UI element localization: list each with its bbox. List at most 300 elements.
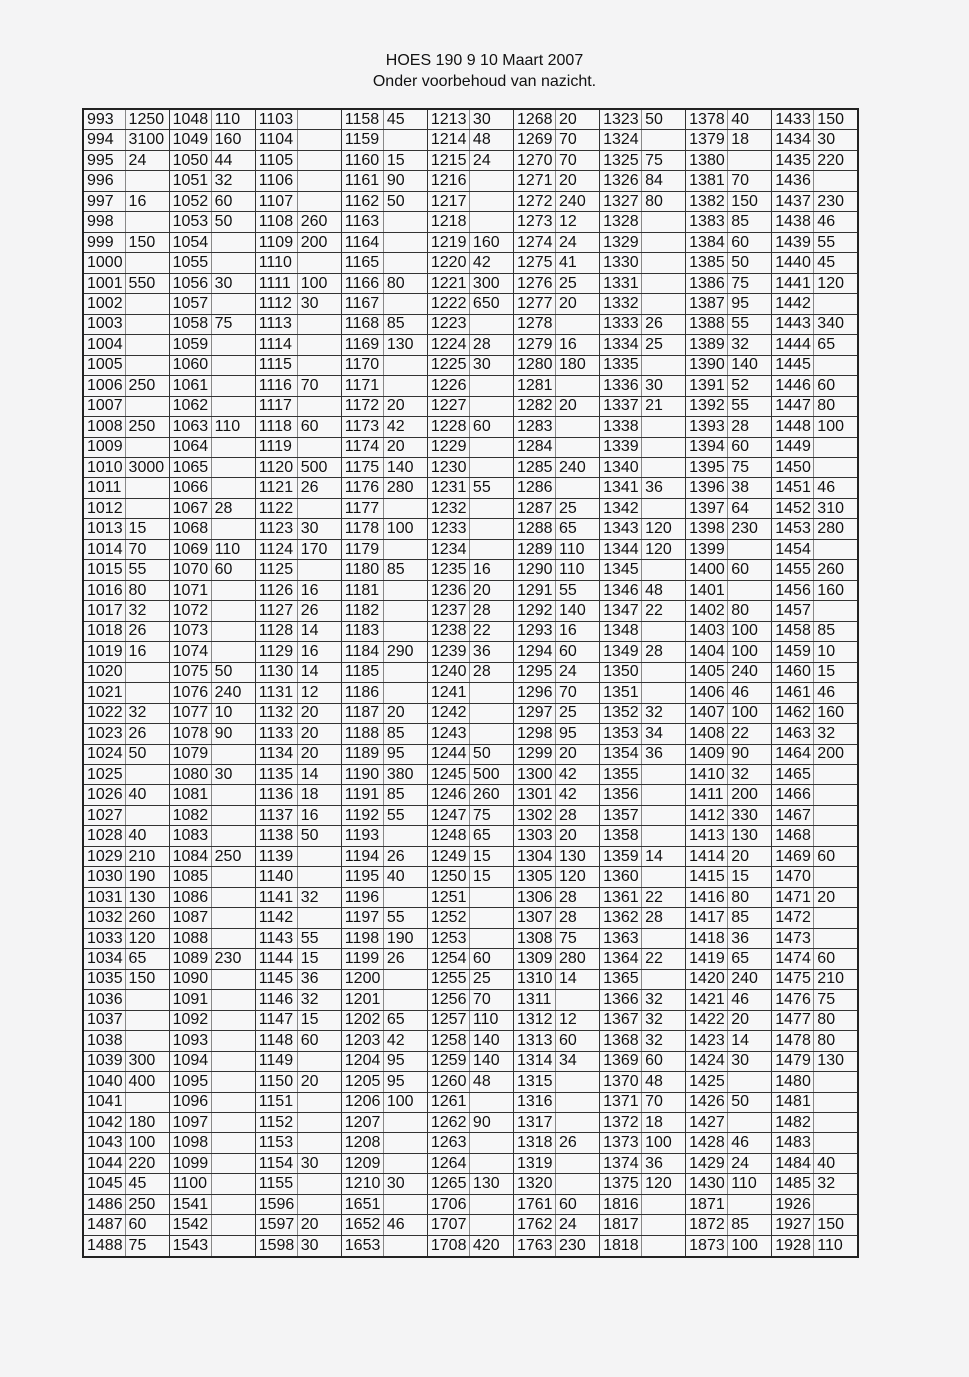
- table-row: [83, 1031, 858, 1051]
- ring-number-cell: 1320: [513, 1174, 555, 1194]
- value-cell: 15: [125, 519, 169, 539]
- ring-number-cell: 1092: [169, 1010, 211, 1030]
- ring-number-cell: 1289: [513, 539, 555, 559]
- ring-number-cell: 1006: [83, 376, 125, 396]
- ring-number-cell: 1002: [83, 294, 125, 314]
- value-cell: [383, 253, 427, 273]
- value-cell: 40: [125, 785, 169, 805]
- value-cell: 64: [728, 498, 772, 518]
- value-cell: 100: [728, 642, 772, 662]
- value-cell: 14: [297, 765, 341, 785]
- value-cell: [814, 539, 858, 559]
- ring-number-cell: 1651: [341, 1194, 383, 1214]
- value-cell: 95: [383, 1072, 427, 1092]
- value-cell: [125, 335, 169, 355]
- value-cell: 85: [383, 560, 427, 580]
- value-cell: 15: [469, 846, 513, 866]
- value-cell: 24: [469, 150, 513, 170]
- ring-number-cell: 1083: [169, 826, 211, 846]
- value-cell: [125, 1031, 169, 1051]
- value-cell: 75: [642, 150, 686, 170]
- ring-number-cell: 1316: [513, 1092, 555, 1112]
- ring-number-cell: 1183: [341, 621, 383, 641]
- value-cell: [297, 437, 341, 457]
- value-cell: 32: [642, 1010, 686, 1030]
- ring-number-cell: 1305: [513, 867, 555, 887]
- ring-number-cell: 1304: [513, 846, 555, 866]
- value-cell: [211, 232, 255, 252]
- ring-number-cell: 1088: [169, 928, 211, 948]
- value-cell: 70: [469, 990, 513, 1010]
- value-cell: 32: [642, 990, 686, 1010]
- value-cell: [297, 1194, 341, 1214]
- ring-number-cell: 1441: [772, 273, 814, 293]
- ring-number-cell: 1394: [686, 437, 728, 457]
- ring-number-cell: 1356: [600, 785, 642, 805]
- ring-number-cell: 1873: [686, 1235, 728, 1257]
- value-cell: 20: [383, 703, 427, 723]
- value-cell: 55: [556, 580, 600, 600]
- ring-number-cell: 1466: [772, 785, 814, 805]
- value-cell: 280: [556, 949, 600, 969]
- ring-number-cell: 1346: [600, 580, 642, 600]
- value-cell: 26: [125, 621, 169, 641]
- ring-number-cell: 1483: [772, 1133, 814, 1153]
- value-cell: [469, 519, 513, 539]
- ring-number-cell: 1817: [600, 1215, 642, 1235]
- ring-number-cell: 1329: [600, 232, 642, 252]
- ring-number-cell: 1149: [255, 1051, 297, 1071]
- value-cell: [297, 355, 341, 375]
- results-table-body: [83, 109, 858, 1257]
- ring-number-cell: 1706: [427, 1194, 469, 1214]
- ring-number-cell: 1067: [169, 498, 211, 518]
- value-cell: [469, 1194, 513, 1214]
- value-cell: 40: [383, 867, 427, 887]
- ring-number-cell: 1372: [600, 1112, 642, 1132]
- value-cell: [556, 417, 600, 437]
- value-cell: 300: [125, 1051, 169, 1071]
- table-row: [83, 519, 858, 539]
- value-cell: [728, 539, 772, 559]
- ring-number-cell: 1045: [83, 1174, 125, 1194]
- ring-number-cell: 1162: [341, 191, 383, 211]
- ring-number-cell: 1339: [600, 437, 642, 457]
- value-cell: 75: [556, 928, 600, 948]
- ring-number-cell: 1017: [83, 601, 125, 621]
- ring-number-cell: 1136: [255, 785, 297, 805]
- ring-number-cell: 1261: [427, 1092, 469, 1112]
- ring-number-cell: 1189: [341, 744, 383, 764]
- ring-number-cell: 1596: [255, 1194, 297, 1214]
- value-cell: 30: [211, 273, 255, 293]
- value-cell: [125, 765, 169, 785]
- ring-number-cell: 1340: [600, 457, 642, 477]
- value-cell: 140: [469, 1031, 513, 1051]
- value-cell: [642, 621, 686, 641]
- ring-number-cell: 1239: [427, 642, 469, 662]
- value-cell: 110: [211, 417, 255, 437]
- value-cell: [297, 1112, 341, 1132]
- value-cell: [125, 498, 169, 518]
- value-cell: [814, 928, 858, 948]
- table-row: [83, 314, 858, 334]
- value-cell: 500: [297, 457, 341, 477]
- ring-number-cell: 1066: [169, 478, 211, 498]
- value-cell: 14: [297, 621, 341, 641]
- ring-number-cell: 1060: [169, 355, 211, 375]
- value-cell: 80: [814, 1010, 858, 1030]
- value-cell: 28: [469, 662, 513, 682]
- ring-number-cell: 1215: [427, 150, 469, 170]
- table-row: [83, 109, 858, 130]
- ring-number-cell: 1193: [341, 826, 383, 846]
- value-cell: [642, 212, 686, 232]
- ring-number-cell: 1271: [513, 171, 555, 191]
- ring-number-cell: 1108: [255, 212, 297, 232]
- ring-number-cell: 1430: [686, 1174, 728, 1194]
- ring-number-cell: 1187: [341, 703, 383, 723]
- value-cell: [814, 785, 858, 805]
- ring-number-cell: 1243: [427, 724, 469, 744]
- ring-number-cell: 1036: [83, 990, 125, 1010]
- value-cell: 10: [211, 703, 255, 723]
- value-cell: 100: [728, 621, 772, 641]
- value-cell: 15: [297, 1010, 341, 1030]
- value-cell: [383, 1194, 427, 1214]
- value-cell: 140: [469, 1051, 513, 1071]
- value-cell: 250: [125, 376, 169, 396]
- value-cell: [297, 498, 341, 518]
- ring-number-cell: 1105: [255, 150, 297, 170]
- ring-number-cell: 1357: [600, 805, 642, 825]
- ring-number-cell: 1436: [772, 171, 814, 191]
- ring-number-cell: 1129: [255, 642, 297, 662]
- value-cell: [211, 396, 255, 416]
- ring-number-cell: 1246: [427, 785, 469, 805]
- ring-number-cell: 1026: [83, 785, 125, 805]
- ring-number-cell: 1400: [686, 560, 728, 580]
- value-cell: [211, 642, 255, 662]
- value-cell: 20: [297, 724, 341, 744]
- ring-number-cell: 1452: [772, 498, 814, 518]
- ring-number-cell: 1262: [427, 1112, 469, 1132]
- ring-number-cell: 1365: [600, 969, 642, 989]
- ring-number-cell: 1205: [341, 1072, 383, 1092]
- ring-number-cell: 1025: [83, 765, 125, 785]
- value-cell: [125, 314, 169, 334]
- ring-number-cell: 1013: [83, 519, 125, 539]
- ring-number-cell: 1065: [169, 457, 211, 477]
- ring-number-cell: 1249: [427, 846, 469, 866]
- ring-number-cell: 1287: [513, 498, 555, 518]
- ring-number-cell: 1309: [513, 949, 555, 969]
- ring-number-cell: 1080: [169, 765, 211, 785]
- ring-number-cell: 1123: [255, 519, 297, 539]
- value-cell: 250: [125, 1194, 169, 1214]
- value-cell: [642, 683, 686, 703]
- ring-number-cell: 1258: [427, 1031, 469, 1051]
- ring-number-cell: 1191: [341, 785, 383, 805]
- ring-number-cell: 1003: [83, 314, 125, 334]
- ring-number-cell: 1407: [686, 703, 728, 723]
- value-cell: 30: [469, 355, 513, 375]
- value-cell: 20: [556, 826, 600, 846]
- ring-number-cell: 1457: [772, 601, 814, 621]
- ring-number-cell: 1054: [169, 232, 211, 252]
- ring-number-cell: 1198: [341, 928, 383, 948]
- value-cell: [211, 457, 255, 477]
- value-cell: [814, 294, 858, 314]
- value-cell: [814, 765, 858, 785]
- ring-number-cell: 1259: [427, 1051, 469, 1071]
- value-cell: 130: [728, 826, 772, 846]
- ring-number-cell: 1220: [427, 253, 469, 273]
- value-cell: 28: [728, 417, 772, 437]
- ring-number-cell: 1145: [255, 969, 297, 989]
- value-cell: 36: [297, 969, 341, 989]
- ring-number-cell: 1048: [169, 109, 211, 130]
- ring-number-cell: 1286: [513, 478, 555, 498]
- value-cell: 310: [814, 498, 858, 518]
- ring-number-cell: 1231: [427, 478, 469, 498]
- value-cell: [211, 335, 255, 355]
- ring-number-cell: 1399: [686, 539, 728, 559]
- ring-number-cell: 1416: [686, 887, 728, 907]
- ring-number-cell: 1380: [686, 150, 728, 170]
- value-cell: 30: [814, 130, 858, 150]
- ring-number-cell: 1402: [686, 601, 728, 621]
- ring-number-cell: 1204: [341, 1051, 383, 1071]
- ring-number-cell: 1120: [255, 457, 297, 477]
- ring-number-cell: 1190: [341, 765, 383, 785]
- value-cell: 22: [642, 949, 686, 969]
- table-row: [83, 171, 858, 191]
- ring-number-cell: 1385: [686, 253, 728, 273]
- value-cell: 110: [211, 539, 255, 559]
- value-cell: 10: [814, 642, 858, 662]
- value-cell: [297, 908, 341, 928]
- value-cell: 55: [297, 928, 341, 948]
- ring-number-cell: 1276: [513, 273, 555, 293]
- value-cell: [383, 212, 427, 232]
- ring-number-cell: 1012: [83, 498, 125, 518]
- ring-number-cell: 1451: [772, 478, 814, 498]
- value-cell: 200: [728, 785, 772, 805]
- ring-number-cell: 1132: [255, 703, 297, 723]
- value-cell: [642, 130, 686, 150]
- ring-number-cell: 1196: [341, 887, 383, 907]
- value-cell: 3100: [125, 130, 169, 150]
- table-row: [83, 355, 858, 375]
- value-cell: 60: [728, 232, 772, 252]
- ring-number-cell: 1049: [169, 130, 211, 150]
- value-cell: 32: [814, 724, 858, 744]
- value-cell: 45: [383, 109, 427, 130]
- value-cell: [211, 478, 255, 498]
- ring-number-cell: 1254: [427, 949, 469, 969]
- value-cell: 60: [728, 437, 772, 457]
- value-cell: [211, 1235, 255, 1257]
- document-header: [0, 50, 969, 92]
- ring-number-cell: 1296: [513, 683, 555, 703]
- ring-number-cell: 1435: [772, 150, 814, 170]
- value-cell: [211, 1051, 255, 1071]
- value-cell: [642, 232, 686, 252]
- value-cell: 20: [297, 1072, 341, 1092]
- value-cell: 20: [556, 109, 600, 130]
- value-cell: 41: [556, 253, 600, 273]
- ring-number-cell: 1059: [169, 335, 211, 355]
- ring-number-cell: 1007: [83, 396, 125, 416]
- ring-number-cell: 1146: [255, 990, 297, 1010]
- ring-number-cell: 1474: [772, 949, 814, 969]
- value-cell: [211, 601, 255, 621]
- value-cell: 24: [728, 1153, 772, 1173]
- value-cell: 65: [814, 335, 858, 355]
- value-cell: 25: [556, 498, 600, 518]
- ring-number-cell: 1209: [341, 1153, 383, 1173]
- ring-number-cell: 1255: [427, 969, 469, 989]
- document-title: HOES 190 9 10 Maart 2007: [385, 52, 584, 69]
- value-cell: [297, 314, 341, 334]
- ring-number-cell: 1118: [255, 417, 297, 437]
- ring-number-cell: 1401: [686, 580, 728, 600]
- ring-number-cell: 1035: [83, 969, 125, 989]
- ring-number-cell: 1099: [169, 1153, 211, 1173]
- ring-number-cell: 1473: [772, 928, 814, 948]
- ring-number-cell: 1439: [772, 232, 814, 252]
- value-cell: 20: [728, 1010, 772, 1030]
- ring-number-cell: 1871: [686, 1194, 728, 1214]
- value-cell: 36: [728, 928, 772, 948]
- value-cell: [728, 1112, 772, 1132]
- value-cell: [211, 1174, 255, 1194]
- value-cell: 95: [728, 294, 772, 314]
- ring-number-cell: 1463: [772, 724, 814, 744]
- value-cell: [642, 1194, 686, 1214]
- value-cell: [211, 785, 255, 805]
- ring-number-cell: 1021: [83, 683, 125, 703]
- value-cell: 20: [556, 171, 600, 191]
- ring-number-cell: 1111: [255, 273, 297, 293]
- ring-number-cell: 1395: [686, 457, 728, 477]
- value-cell: [469, 191, 513, 211]
- value-cell: 90: [728, 744, 772, 764]
- ring-number-cell: 1024: [83, 744, 125, 764]
- ring-number-cell: 1328: [600, 212, 642, 232]
- ring-number-cell: 1480: [772, 1072, 814, 1092]
- value-cell: 26: [125, 724, 169, 744]
- ring-number-cell: 1166: [341, 273, 383, 293]
- ring-number-cell: 1308: [513, 928, 555, 948]
- value-cell: [728, 1072, 772, 1092]
- ring-number-cell: 1085: [169, 867, 211, 887]
- value-cell: [211, 519, 255, 539]
- value-cell: [297, 130, 341, 150]
- value-cell: 32: [642, 703, 686, 723]
- ring-number-cell: 1155: [255, 1174, 297, 1194]
- ring-number-cell: 1333: [600, 314, 642, 334]
- ring-number-cell: 1403: [686, 621, 728, 641]
- value-cell: [728, 580, 772, 600]
- ring-number-cell: 1210: [341, 1174, 383, 1194]
- ring-number-cell: 1274: [513, 232, 555, 252]
- ring-number-cell: 1177: [341, 498, 383, 518]
- value-cell: [556, 376, 600, 396]
- ring-number-cell: 1409: [686, 744, 728, 764]
- value-cell: 55: [383, 805, 427, 825]
- ring-number-cell: 997: [83, 191, 125, 211]
- value-cell: 15: [383, 150, 427, 170]
- value-cell: [642, 1235, 686, 1257]
- ring-number-cell: 1234: [427, 539, 469, 559]
- value-cell: [383, 130, 427, 150]
- value-cell: [642, 662, 686, 682]
- value-cell: 15: [728, 867, 772, 887]
- ring-number-cell: 1039: [83, 1051, 125, 1071]
- ring-number-cell: 1275: [513, 253, 555, 273]
- value-cell: [556, 1174, 600, 1194]
- ring-number-cell: 1229: [427, 437, 469, 457]
- ring-number-cell: 1291: [513, 580, 555, 600]
- value-cell: 32: [642, 1031, 686, 1051]
- ring-number-cell: 1178: [341, 519, 383, 539]
- ring-number-cell: 1311: [513, 990, 555, 1010]
- value-cell: [383, 580, 427, 600]
- value-cell: [642, 826, 686, 846]
- table-row: [83, 805, 858, 825]
- ring-number-cell: 1375: [600, 1174, 642, 1194]
- ring-number-cell: 1056: [169, 273, 211, 293]
- ring-number-cell: 1253: [427, 928, 469, 948]
- ring-number-cell: 1053: [169, 212, 211, 232]
- value-cell: 85: [814, 621, 858, 641]
- ring-number-cell: 1063: [169, 417, 211, 437]
- ring-number-cell: 1364: [600, 949, 642, 969]
- value-cell: 12: [297, 683, 341, 703]
- value-cell: 20: [469, 580, 513, 600]
- ring-number-cell: 1471: [772, 887, 814, 907]
- value-cell: 120: [814, 273, 858, 293]
- value-cell: 50: [469, 744, 513, 764]
- ring-number-cell: 1425: [686, 1072, 728, 1092]
- value-cell: 28: [556, 887, 600, 907]
- value-cell: [642, 867, 686, 887]
- ring-number-cell: 1334: [600, 335, 642, 355]
- value-cell: 15: [814, 662, 858, 682]
- ring-number-cell: 1147: [255, 1010, 297, 1030]
- value-cell: 42: [556, 785, 600, 805]
- ring-number-cell: 1288: [513, 519, 555, 539]
- value-cell: [383, 887, 427, 907]
- ring-number-cell: 1052: [169, 191, 211, 211]
- ring-number-cell: 1116: [255, 376, 297, 396]
- value-cell: 65: [383, 1010, 427, 1030]
- ring-number-cell: 1232: [427, 498, 469, 518]
- value-cell: [383, 601, 427, 621]
- ring-number-cell: 1424: [686, 1051, 728, 1071]
- ring-number-cell: 1283: [513, 417, 555, 437]
- value-cell: 550: [125, 273, 169, 293]
- value-cell: [642, 253, 686, 273]
- value-cell: 130: [469, 1174, 513, 1194]
- value-cell: 65: [469, 826, 513, 846]
- value-cell: [211, 294, 255, 314]
- value-cell: [125, 294, 169, 314]
- value-cell: 55: [383, 908, 427, 928]
- value-cell: 28: [556, 805, 600, 825]
